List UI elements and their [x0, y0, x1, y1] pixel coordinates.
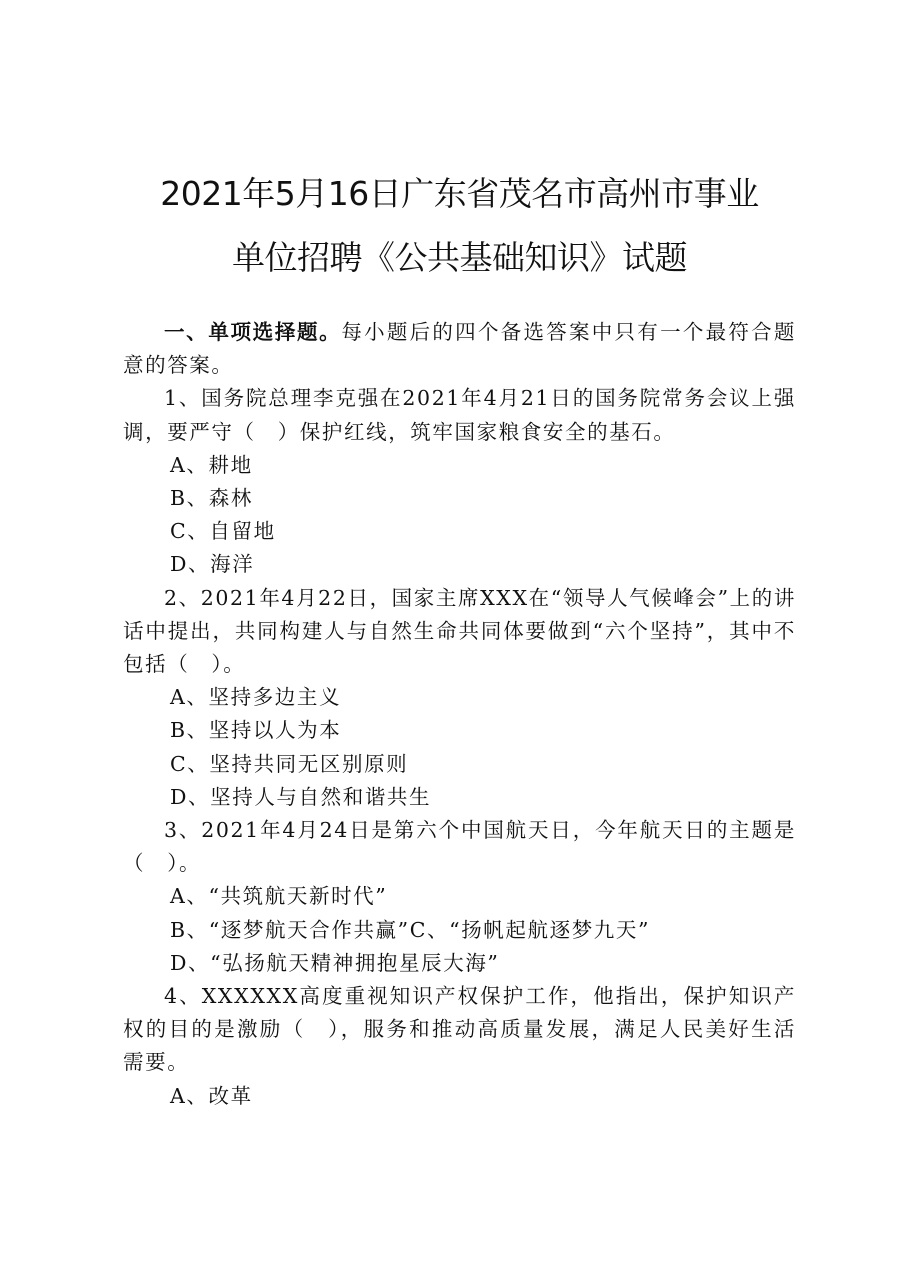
title-line-1: 2021年5月16日广东省茂名市高州市事业: [160, 174, 759, 213]
question-3-option-a: A、“共筑航天新时代”: [170, 884, 388, 909]
title-line-2: 单位招聘《公共基础知识》试题: [232, 238, 687, 277]
question-1-option-b: B、森林: [170, 486, 253, 511]
question-2-option-d: D、坚持人与自然和谐共生: [170, 784, 432, 809]
question-3-option-d: D、“弘扬航天精神拥抱星辰大海”: [170, 950, 500, 975]
question-1-option-a: A、耕地: [170, 452, 253, 477]
question-4-stem: 4、XXXXXX高度重视知识产权保护工作，他指出，保护知识产权的目的是激励（ ），服务和推动高质量发展，满足人民美好生活需要。: [123, 984, 796, 1075]
question-1-option-d: D、海洋: [170, 552, 255, 577]
question-4-option-a: A、改革: [170, 1083, 253, 1108]
question-2-option-b: B、坚持以人为本: [170, 718, 342, 743]
section-intro: [123, 316, 796, 382]
question-3-stem: 3、2021年4月24日是第六个中国航天日，今年航天日的主题是（ ）。: [123, 818, 796, 876]
question-2-option-a: A、坚持多边主义: [170, 685, 342, 710]
document-title: [123, 0, 796, 290]
question-3-option-b-c: B、“逐梦航天合作共赢”C、“扬帆起航逐梦九天”: [170, 917, 651, 942]
section-instruction: 每小题后的四个备选答案中只有一个最符合题意的答案。: [123, 320, 797, 378]
question-2-stem: 2、2021年4月22日，国家主席XXX在“领导人气候峰会”上的讲话中提出，共同构建人与自然生命共同体要做到“六个坚持”，其中不包括（ ）。: [123, 585, 796, 677]
question-1-option-c: C、自留地: [170, 519, 276, 544]
question-2-option-c: C、坚持共同无区别原则: [170, 751, 409, 776]
section-heading: 一、单项选择题。: [164, 320, 342, 344]
document-body: [123, 316, 796, 1113]
question-1-stem: 1、国务院总理李克强在2021年4月21日的国务院常务会议上强调，要严守（ ）保护红线，筑牢国家粮食安全的基石。: [123, 386, 796, 444]
